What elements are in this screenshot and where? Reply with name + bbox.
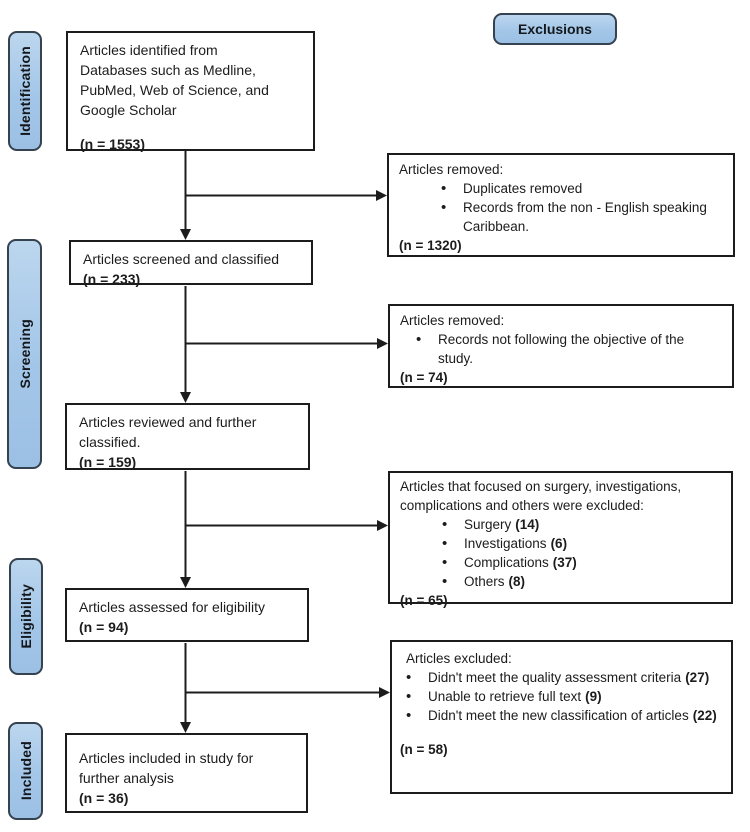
stage-label-screening [7, 239, 42, 469]
flow-box-reviewed-line: Articles reviewed and further [79, 414, 257, 430]
exclusion-bullet [436, 515, 721, 534]
exclusion-bullet-count: (27) [685, 670, 710, 685]
exclusion-box-duplicates-count: (n = 1320) [399, 238, 462, 253]
exclusion-bullet [436, 534, 721, 553]
exclusion-bullet-text: Others [464, 574, 505, 589]
exclusion-bullet-text: Complications [464, 555, 549, 570]
stage-label-eligibility-text: Eligibility [18, 584, 34, 649]
stage-label-included [8, 722, 43, 820]
flow-box-identified-line: Articles identified from [80, 42, 218, 58]
flow-box-screened-count: (n = 233) [83, 271, 141, 287]
exclusion-bullet [400, 706, 721, 725]
flow-box-reviewed-count: (n = 159) [79, 454, 137, 470]
flow-box-identified-line: Databases such as Medline, [80, 62, 256, 78]
exclusion-box-objective-header: Articles removed: [400, 313, 505, 328]
exclusion-box-focus-count: (n = 65) [400, 593, 448, 608]
flow-box-reviewed [65, 403, 310, 470]
exclusion-box-duplicates-list [399, 179, 723, 236]
exclusion-bullet [436, 553, 721, 572]
flow-box-identified [66, 31, 315, 151]
exclusion-bullet [435, 198, 723, 236]
exclusion-box-objective-list [400, 330, 722, 368]
stage-label-eligibility [9, 558, 43, 675]
exclusion-bullet-count: (14) [515, 517, 540, 532]
exclusion-bullet-count: (37) [552, 555, 577, 570]
exclusion-bullet-text: Duplicates removed [463, 181, 583, 196]
flow-box-eligibility-line: Articles assessed for eligibility [79, 599, 265, 615]
flow-box-reviewed-line: classified. [79, 434, 141, 450]
flow-box-identified-count: (n = 1553) [80, 136, 145, 152]
exclusion-bullet-text: Didn't meet the new classification of articles [428, 708, 689, 723]
exclusion-bullet [435, 179, 723, 198]
exclusion-box-duplicates-header: Articles removed: [399, 162, 504, 177]
exclusion-bullet-text: Surgery [464, 517, 512, 532]
exclusion-bullet-text: Didn't meet the quality assessment criteria [428, 670, 682, 685]
flow-box-included-line: further analysis [79, 770, 174, 786]
flow-box-eligibility-count: (n = 94) [79, 619, 129, 635]
stage-label-included-text: Included [17, 741, 34, 801]
exclusion-box-quality-count: (n = 58) [400, 742, 448, 757]
exclusion-bullet [436, 572, 721, 591]
flow-box-eligibility [65, 588, 309, 642]
exclusion-bullet [400, 687, 721, 706]
flow-box-identified-line: PubMed, Web of Science, and [80, 82, 269, 98]
exclusion-bullet-text: Investigations [464, 536, 547, 551]
exclusion-bullet-text: Records not following the objective of the study. [438, 332, 685, 366]
exclusion-bullet-count: (6) [550, 536, 568, 551]
exclusions-header-text: Exclusions [518, 21, 592, 37]
exclusion-bullet-text: Records from the non - English speaking Caribbean. [463, 200, 707, 234]
flow-box-included [65, 733, 308, 813]
exclusion-bullet-count: (8) [508, 574, 526, 589]
exclusion-bullet-count: (9) [585, 689, 602, 704]
exclusion-box-quality-header: Articles excluded: [406, 651, 512, 666]
exclusion-box-objective [388, 304, 734, 388]
stage-label-identification [8, 31, 42, 151]
flow-box-screened-line: Articles screened and classified [83, 251, 280, 267]
flow-box-included-count: (n = 36) [79, 790, 129, 806]
flow-box-included-line: Articles included in study for [79, 750, 254, 766]
exclusion-box-quality [390, 640, 733, 794]
exclusion-box-focus-header: Articles that focused on surgery, investigations, complications and others were excluded: [400, 479, 682, 513]
exclusion-bullet [410, 330, 722, 368]
stage-label-identification-text: Identification [17, 46, 33, 136]
flow-box-identified-line: Google Scholar [80, 102, 177, 118]
exclusion-bullet-text: Unable to retrieve full text [428, 689, 582, 704]
stage-label-screening-text: Screening [16, 319, 33, 389]
exclusion-box-quality-list [400, 668, 721, 725]
exclusion-box-focus-list [400, 515, 721, 591]
exclusions-header [493, 13, 617, 45]
exclusion-bullet-count: (22) [692, 708, 717, 723]
exclusion-box-objective-count: (n = 74) [400, 370, 448, 385]
flow-box-screened [69, 240, 313, 285]
exclusion-bullet [400, 668, 721, 687]
exclusion-box-duplicates [387, 153, 735, 257]
exclusion-box-focus [388, 471, 733, 608]
